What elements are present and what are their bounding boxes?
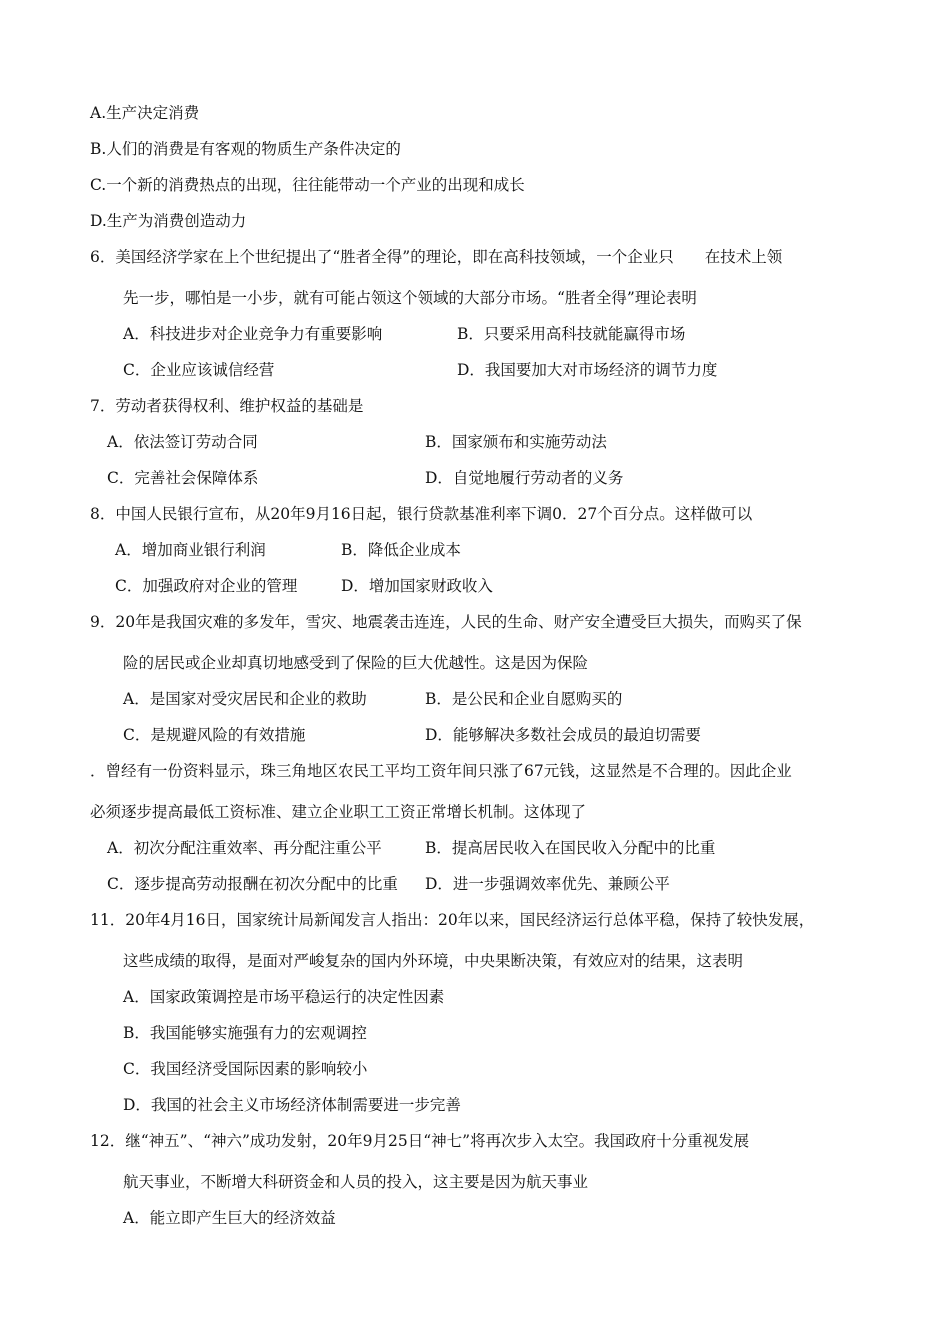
q6-option-a: A．科技进步对企业竞争力有重要影响 bbox=[123, 325, 383, 343]
q12-stem-line2: 航天事业，不断增大科研资金和人员的投入，这主要是因为航天事业 bbox=[123, 1173, 589, 1191]
q9-option-a: A．是国家对受灾居民和企业的救助 bbox=[123, 690, 367, 708]
q9-option-b: B．是公民和企业自愿购买的 bbox=[425, 690, 623, 708]
q9-option-d: D．能够解决多数社会成员的最迫切需要 bbox=[425, 726, 701, 744]
q10-option-c: C．逐步提高劳动报酬在初次分配中的比重 bbox=[107, 875, 398, 893]
q8-option-d: D．增加国家财政收入 bbox=[341, 577, 493, 595]
q7-option-b: B．国家颁布和实施劳动法 bbox=[425, 433, 607, 451]
q8-option-a: A．增加商业银行利润 bbox=[115, 541, 266, 559]
q10-option-a: A．初次分配注重效率、再分配注重公平 bbox=[107, 839, 382, 857]
q6-option-c: C．企业应该诚信经营 bbox=[123, 361, 275, 379]
q6-stem-line1: 6．美国经济学家在上个世纪提出了“胜者全得”的理论，即在高科技领域，一个企业只 在技术上领 bbox=[90, 248, 783, 266]
q10-option-b: B．提高居民收入在国民收入分配中的比重 bbox=[425, 839, 716, 857]
q10-option-d: D．进一步强调效率优先、兼顾公平 bbox=[425, 875, 670, 893]
q5-option-c: C.一个新的消费热点的出现，往往能带动一个产业的出现和成长 bbox=[90, 176, 525, 194]
q5-option-b: B.人们的消费是有客观的物质生产条件决定的 bbox=[90, 140, 401, 158]
q7-option-a: A．依法签订劳动合同 bbox=[107, 433, 258, 451]
q7-stem-line1: 7．劳动者获得权利、维护权益的基础是 bbox=[90, 397, 364, 415]
q10-stem-line1: ．曾经有一份资料显示，珠三角地区农民工平均工资年间只涨了67元钱，这显然是不合理的。因此企业 bbox=[90, 762, 792, 780]
q9-stem-line2: 险的居民或企业却真切地感受到了保险的巨大优越性。这是因为保险 bbox=[123, 654, 589, 672]
q6-stem-line2: 先一步，哪怕是一小步，就有可能占领这个领域的大部分市场。“胜者全得”理论表明 bbox=[123, 289, 697, 307]
q8-option-c: C．加强政府对企业的管理 bbox=[115, 577, 298, 595]
q9-option-c: C．是规避风险的有效措施 bbox=[123, 726, 306, 744]
q7-option-d: D．自觉地履行劳动者的义务 bbox=[425, 469, 624, 487]
q7-option-c: C．完善社会保障体系 bbox=[107, 469, 259, 487]
q6-option-b: B．只要采用高科技就能赢得市场 bbox=[457, 325, 686, 343]
q12-stem-line1: 12．继“神五”、“神六”成功发射，20年9月25日“神七”将再次步入太空。我国政府十分重视发展 bbox=[90, 1132, 750, 1150]
q11-stem-line2: 这些成绩的取得，是面对严峻复杂的国内外环境，中央果断决策，有效应对的结果，这表明 bbox=[123, 952, 744, 970]
q11-option-a: A．国家政策调控是市场平稳运行的决定性因素 bbox=[123, 988, 445, 1006]
q11-option-d: D．我国的社会主义市场经济体制需要进一步完善 bbox=[123, 1096, 461, 1114]
q11-option-c: C．我国经济受国际因素的影响较小 bbox=[123, 1060, 368, 1078]
q5-option-d: D.生产为消费创造动力 bbox=[90, 212, 247, 230]
q11-stem-line1: 11．20年4月16日，国家统计局新闻发言人指出：20年以来，国民经济运行总体平稳，保持了较快发展， bbox=[90, 911, 815, 929]
q12-option-a: A．能立即产生巨大的经济效益 bbox=[123, 1209, 336, 1227]
q11-option-b: B．我国能够实施强有力的宏观调控 bbox=[123, 1024, 367, 1042]
q10-stem-line2: 必须逐步提高最低工资标准、建立企业职工工资正常增长机制。这体现了 bbox=[90, 803, 587, 821]
q6-option-d: D．我国要加大对市场经济的调节力度 bbox=[457, 361, 718, 379]
q8-stem-line1: 8．中国人民银行宣布，从20年9月16日起，银行贷款基准利率下调0．27个百分点。这样做可以 bbox=[90, 505, 753, 523]
q9-stem-line1: 9．20年是我国灾难的多发年，雪灾、地震袭击连连，人民的生命、财产安全遭受巨大损失，而购买了保 bbox=[90, 613, 802, 631]
q8-option-b: B．降低企业成本 bbox=[341, 541, 461, 559]
q5-option-a: A.生产决定消费 bbox=[90, 104, 200, 122]
